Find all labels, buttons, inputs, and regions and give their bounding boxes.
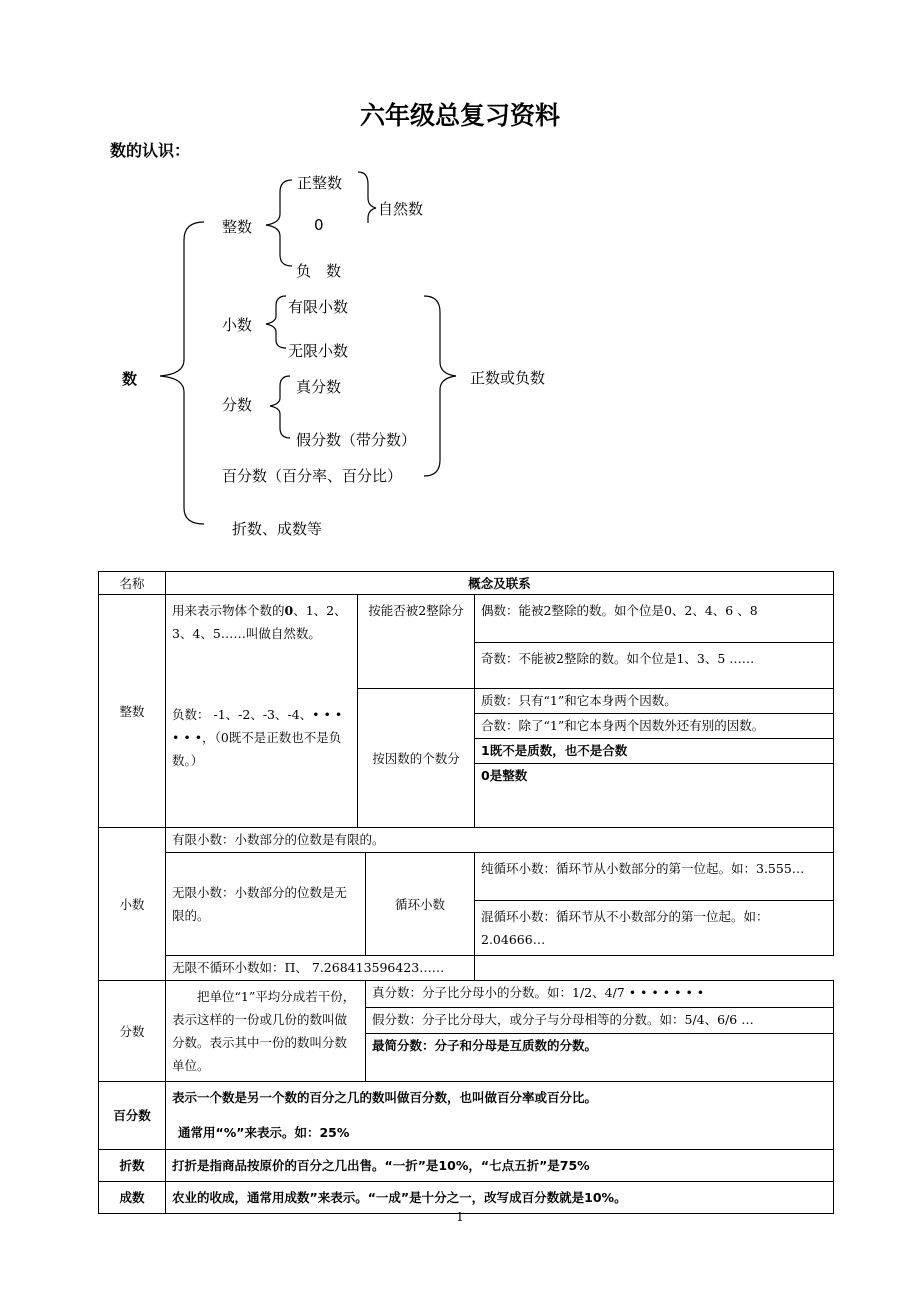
non-recurring-definition: 无限不循环小数如：П、 7.268413596423…… xyxy=(166,956,475,981)
natural-number-definition: 用来表示物体个数的0、1、2、3、4、5……叫做自然数。 xyxy=(172,603,347,641)
odd-number-definition: 奇数：不能被2整除的数。如个位是1、3、5 …… xyxy=(475,643,834,689)
diagram-decimal: 小数 xyxy=(222,316,253,334)
row-fraction-name: 分数 xyxy=(99,981,166,1082)
recurring-label: 循环小数 xyxy=(366,853,475,956)
negative-number-definition: 负数： -1、-2、-3、-4、• • • • • •，（0既不是正数也不是负数。） xyxy=(172,707,343,768)
improper-fraction-definition: 假分数：分子比分母大，或分子与分母相等的分数。如：5/4、6/6 … xyxy=(366,1007,834,1034)
percentage-definition xyxy=(166,1082,834,1150)
infinite-decimal-definition: 无限小数：小数部分的位数是无限的。 xyxy=(166,853,366,956)
diagram-positive-integer: 正整数 xyxy=(297,174,343,192)
integer-definitions xyxy=(166,595,358,828)
page-title: 六年级总复习资料 xyxy=(359,101,560,130)
row-integer-name: 整数 xyxy=(99,595,166,828)
proper-fraction-definition: 真分数：分子比分母小的分数。如：1/2、4/7 • • • • • • • xyxy=(366,981,834,1008)
row-cheng-name: 成数 xyxy=(99,1182,166,1214)
fraction-brace xyxy=(270,376,290,438)
by-two-label: 按能否被2整除分 xyxy=(358,595,475,689)
section-heading: 数的认识： xyxy=(110,141,191,160)
diagram-finite-decimal: 有限小数 xyxy=(288,298,349,316)
header-concept: 概念及联系 xyxy=(166,572,834,595)
integer-brace xyxy=(266,180,292,266)
fraction-definition: 把单位“1”平均分成若干份，表示这样的一份或几份的数叫做分数。表示其中一份的数叫分数单位。 xyxy=(166,981,366,1082)
diagram-discount: 折数、成数等 xyxy=(232,520,323,538)
page-number: 1 xyxy=(456,1210,464,1224)
prime-definition: 质数：只有“1”和它本身两个因数。 xyxy=(475,689,834,714)
simplest-fraction-definition: 最简分数：分子和分母是互质数的分数。 xyxy=(366,1034,834,1082)
diagram-improper-fraction: 假分数（带分数） xyxy=(296,431,417,449)
composite-definition: 合数：除了“1”和它本身两个因数外还有别的因数。 xyxy=(475,714,834,739)
percentage-line-2: 通常用“%”来表示。如：25% xyxy=(178,1125,350,1140)
diagram-natural-number: 自然数 xyxy=(378,200,424,218)
mixed-recurring-definition: 混循环小数：循环节从不小数部分的第一位起。如：2.04666… xyxy=(475,901,834,956)
diagram-negative: 负 数 xyxy=(296,262,342,280)
concept-table xyxy=(98,571,834,1214)
pure-recurring-definition: 纯循环小数：循环节从小数部分的第一位起。如：3.555… xyxy=(475,853,834,901)
cheng-definition: 农业的收成，通常用成数”来表示。“一成”是十分之一，改写成百分数就是10%。 xyxy=(166,1182,834,1214)
signed-brace xyxy=(424,296,456,476)
by-factors-label: 按因数的个数分 xyxy=(358,689,475,828)
diagram-root: 数 xyxy=(122,370,138,388)
main-brace xyxy=(160,222,204,524)
diagram-zero: 0 xyxy=(314,216,324,234)
diagram-braces xyxy=(0,0,920,560)
finite-decimal-definition: 有限小数：小数部分的位数是有限的。 xyxy=(166,828,834,853)
percentage-line-1: 表示一个数是另一个数的百分之几的数叫做百分数，也叫做百分率或百分比。 xyxy=(172,1090,598,1105)
decimal-brace xyxy=(266,296,286,348)
diagram-infinite-decimal: 无限小数 xyxy=(288,342,349,360)
diagram-integer: 整数 xyxy=(222,218,253,236)
diagram-fraction: 分数 xyxy=(222,396,253,414)
row-percentage-name: 百分数 xyxy=(99,1082,166,1150)
zero-note: 0是整数 xyxy=(475,764,834,828)
natural-brace xyxy=(358,172,376,223)
diagram-proper-fraction: 真分数 xyxy=(296,378,342,396)
row-decimal-name: 小数 xyxy=(99,828,166,981)
diagram-positive-or-negative: 正数或负数 xyxy=(470,369,546,387)
even-number-definition: 偶数：能被2整除的数。如个位是0、2、4、6 、8 xyxy=(475,595,834,643)
one-note: 1既不是质数，也不是合数 xyxy=(475,739,834,764)
row-discount-name: 折数 xyxy=(99,1150,166,1182)
header-name: 名称 xyxy=(99,572,166,595)
diagram-percentage: 百分数（百分率、百分比） xyxy=(222,467,403,485)
discount-definition: 打折是指商品按原价的百分之几出售。“一折”是10%，“七点五折”是75% xyxy=(166,1150,834,1182)
